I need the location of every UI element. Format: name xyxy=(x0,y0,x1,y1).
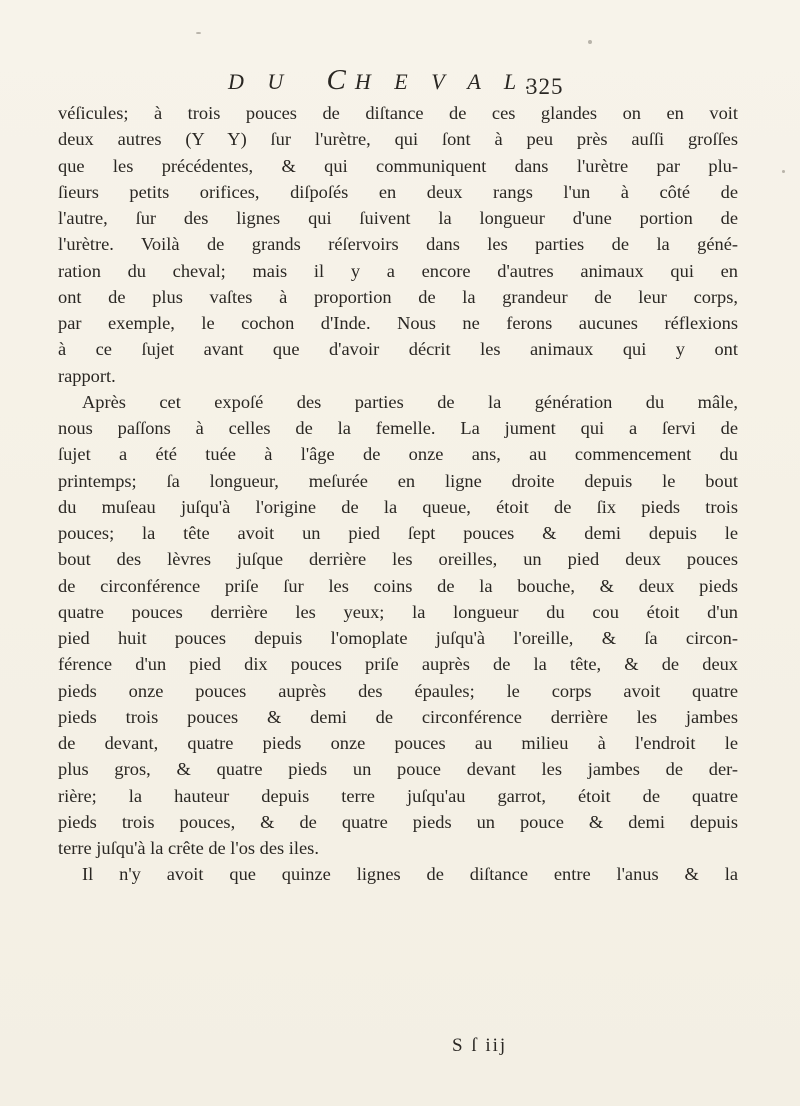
body-text xyxy=(58,100,738,888)
text-line: de devant, quatre pieds onze pouces au milieu à l'endroit le xyxy=(58,733,738,753)
text-line: deux autres (Y Y) ſur l'urètre, qui ſont à peu près auſſi groſſes xyxy=(58,129,738,150)
text-line: ration du cheval; mais il y a encore d'autres animaux qui en xyxy=(58,260,738,281)
ink-speck xyxy=(782,170,785,173)
text-line: ſujet a été tuée à l'âge de onze ans, au commencement du xyxy=(58,444,738,465)
text-line: ont de plus vaſtes à proportion de la grandeur de leur corps, xyxy=(58,286,738,307)
text-line: rapport. xyxy=(58,365,116,386)
text-line: par exemple, le cochon d'Inde. Nous ne ferons aucunes réflexions xyxy=(58,313,738,333)
paragraph-start-line: Il n'y avoit que quinze lignes de diſtance entre l'anus & la xyxy=(82,864,738,885)
text-line: ſieurs petits orifices, diſpoſés en deux rangs l'un à côté de xyxy=(58,181,738,202)
running-head-du: D U xyxy=(228,69,293,94)
running-head-heval: H E V A L. xyxy=(354,69,540,94)
signature-mark: S ſ iij xyxy=(452,1035,508,1056)
text-line: pied huit pouces depuis l'omoplate juſqu'à l'oreille, & ſa circon- xyxy=(58,628,738,648)
text-line: l'urètre. Voilà de grands réſervoirs dans les parties de la géné- xyxy=(58,234,738,255)
text-line: nous paſſons à celles de la femelle. La jument qui a ſervi de xyxy=(58,418,738,438)
text-line: que les précédentes, & qui communiquent dans l'urètre par plu- xyxy=(58,155,738,176)
text-line: à ce ſujet avant que d'avoir décrit les animaux qui y ont xyxy=(58,339,738,360)
text-line: bout des lèvres juſque derrière les oreilles, un pied deux pouces xyxy=(58,549,738,570)
running-head-initial: C xyxy=(326,64,355,96)
text-line: pieds trois pouces & demi de circonférence derrière les jambes xyxy=(58,706,738,727)
text-line: l'autre, ſur des lignes qui ſuivent la longueur d'une portion de xyxy=(58,208,738,228)
text-line: de circonférence priſe ſur les coins de la bouche, & deux pieds xyxy=(58,575,738,596)
running-head xyxy=(228,64,568,104)
text-line: pieds onze pouces auprès des épaules; le corps avoit quatre xyxy=(58,680,738,701)
text-line: rière; la hauteur depuis terre juſqu'au garrot, étoit de quatre xyxy=(58,785,738,806)
ink-speck xyxy=(588,40,592,44)
paragraph-start-line: Après cet expoſé des parties de la génération du mâle, xyxy=(82,391,738,412)
text-line: du muſeau juſqu'à l'origine de la queue, étoit de ſix pieds trois xyxy=(58,496,738,517)
text-line: férence d'un pied dix pouces priſe auprès de la tête, & de deux xyxy=(58,654,738,675)
text-line: véſicules; à trois pouces de diſtance de ces glandes on en voit xyxy=(58,103,738,123)
text-line: pouces; la tête avoit un pied ſept pouces & demi depuis le xyxy=(58,523,738,543)
text-line: quatre pouces derrière les yeux; la longueur du cou étoit d'un xyxy=(58,601,738,622)
text-line: plus gros, & quatre pieds un pouce devant les jambes de der- xyxy=(58,759,738,780)
text-line: terre juſqu'à la crête de l'os des iles. xyxy=(58,838,319,858)
ink-speck xyxy=(196,32,201,34)
text-line: printemps; ſa longueur, meſurée en ligne droite depuis le bout xyxy=(58,470,738,491)
page-number: 325 xyxy=(526,74,564,99)
text-line: pieds trois pouces, & de quatre pieds un pouce & demi depuis xyxy=(58,811,738,832)
